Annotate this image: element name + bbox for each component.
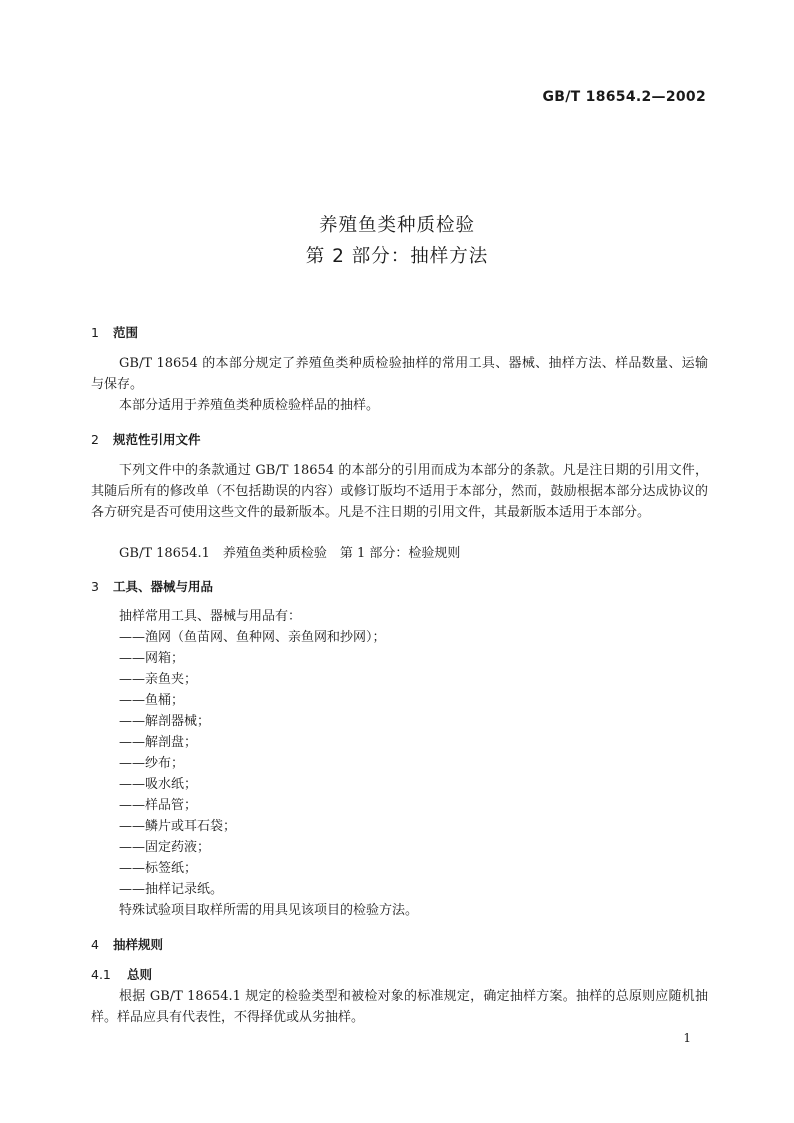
section-1-paragraph-2: 本部分适用于养殖鱼类种质检验样品的抽样。 [119,398,380,413]
section-4-number: 4 [91,937,99,952]
page-number: 1 [683,1031,691,1045]
document-title: 养殖鱼类种质检验 [318,215,475,236]
section-3-intro: 抽样常用工具、器械与用品有： [119,609,302,624]
document-subtitle: 第 2 部分：抽样方法 [305,246,489,267]
section-2-heading [91,430,201,448]
list-item: ——渔网（鱼苗网、鱼种网、亲鱼网和抄网）； [119,630,386,645]
section-3-closing: 特殊试验项目取样所需的用具见该项目的检验方法。 [119,903,419,918]
section-2-title: 规范性引用文件 [113,432,201,447]
section-2-number: 2 [91,432,99,447]
list-item: ——鱼桶； [119,693,185,708]
section-3-heading [91,577,213,595]
section-4-heading [91,935,163,953]
section-1-title: 范围 [113,325,139,340]
list-item: ——亲鱼夹； [119,672,198,687]
section-3-title: 工具、器械与用品 [113,579,214,594]
list-item: ——吸水纸； [119,777,198,792]
subsection-4-1-title: 总则 [127,967,153,982]
section-1-paragraph-1: GB/T 18654 的本部分规定了养殖鱼类种质检验抽样的常用工具、器械、抽样方法、样品数量、运输与保存。 [91,356,708,392]
section-1-number: 1 [91,325,99,340]
list-item: ——纱布； [119,756,185,771]
section-3-number: 3 [91,579,99,594]
section-1-heading [91,323,138,341]
list-item: ——网箱； [119,651,185,666]
list-item: ——鳞片或耳石袋； [119,819,237,834]
subsection-4-1-paragraph: 根据 GB/T 18654.1 规定的检验类型和被检对象的标准规定，确定抽样方案。抽样的总原则应随机抽样。样品应具有代表性，不得择优或从劣抽样。 [91,989,708,1025]
list-item: ——解剖盘； [119,735,198,750]
subsection-4-1-heading [91,965,152,983]
section-4-title: 抽样规则 [113,937,164,952]
list-item: ——解剖器械； [119,714,211,729]
list-item: ——标签纸； [119,861,198,876]
list-item: ——固定药液； [119,840,211,855]
subsection-4-1-number: 4.1 [91,967,111,982]
list-item: ——样品管； [119,798,198,813]
list-item: ——抽样记录纸。 [119,882,224,897]
standard-code: GB/T 18654.2—2002 [542,89,706,105]
section-2-reference: GB/T 18654.1 养殖鱼类种质检验 第 1 部分：检验规则 [119,546,461,561]
section-2-paragraph-1: 下列文件中的条款通过 GB/T 18654 的本部分的引用而成为本部分的条款。凡是注日期的引用文件，其随后所有的修改单（不包括勘误的内容）或修订版均不适用于本部分，然而，鼓励根据本部分达成协议的各方研究是否可使用这些文件的最新版本。凡是不注日期的引用文件，其最新版本适用于本部分。 [91,463,708,520]
